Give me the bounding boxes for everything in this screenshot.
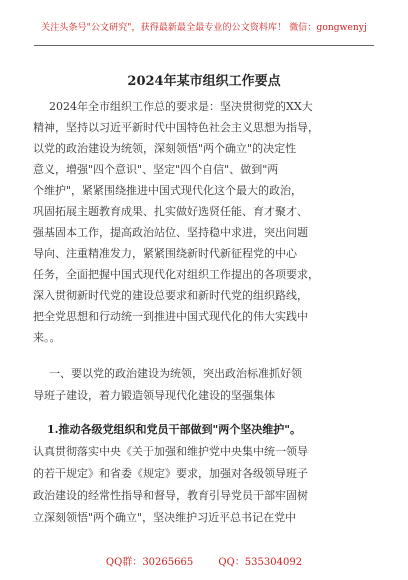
qq-number: QQ：535304092: [218, 557, 303, 568]
paragraph-line: 意义，增强"四个意识"、坚定"四个自信"、做到"两: [33, 163, 279, 176]
paragraph-line: 把全党思想和行动统一到推进中国式现代化的伟大实践中: [33, 310, 308, 323]
paragraph-line: 2024年全市组织工作总的要求是：坚决贯彻党的XX大: [49, 100, 313, 113]
subheading: 1.推动各级党组织和党员干部做到"两个坚决维护"。: [47, 423, 301, 436]
header-divider: [34, 45, 374, 46]
document-title: 2024年某市组织工作要点: [127, 74, 281, 89]
paragraph-line: 巩固拓展主题教育成果、扎实做好选贤任能、育才聚才、: [33, 205, 308, 218]
body-line: 的若干规定》和省委《规定》要求，加强对各级领导班子: [33, 467, 308, 480]
body-line: 认真贯彻落实中央《关于加强和维护党中央集中统一领导: [33, 445, 308, 458]
body-line: 政治建设的经常性指导和督导，教育引导党员干部牢固树: [33, 489, 308, 502]
paragraph-line: 强基固本工作，提高政治站位、坚持稳中求进，突出问题: [33, 226, 308, 239]
paragraph-line: 以党的政治建设为统领，深刻领悟"两个确立"的决定性: [33, 142, 297, 155]
paragraph-line: 来。。: [33, 331, 61, 344]
section-heading-line: 导班子建设，着力锻造领导现代化建设的坚强集体: [33, 389, 275, 402]
paragraph-line: 个维护"，紧紧围绕推进中国式现代化这个最大的政治，: [33, 184, 303, 197]
paragraph-line: 精神，坚持以习近平新时代中国特色社会主义思想为指导，: [33, 121, 319, 134]
paragraph-line: 任务，全面把握中国式现代化对组织工作提出的各项要求，: [33, 268, 319, 281]
body-line: 立深刻领悟"两个确立"，坚决维护习近平总书记在党中: [33, 511, 297, 524]
paragraph-line: 导向、注重精准发力，紧紧围绕新时代新征程党的中心: [33, 247, 297, 260]
contact-footer: [0, 553, 408, 568]
paragraph-line: 深入贯彻新时代党的建设总要求和新时代党的组织路线，: [33, 289, 308, 302]
promo-header: 关注头条号"公文研究"，获得最新最全最专业的公文资料库！ 微信：gongwenyj: [41, 23, 367, 33]
qq-group-number: QQ群：30265665: [105, 557, 194, 568]
section-heading-line: 一、要以党的政治建设为统领，突出政治标准抓好领: [49, 367, 302, 380]
